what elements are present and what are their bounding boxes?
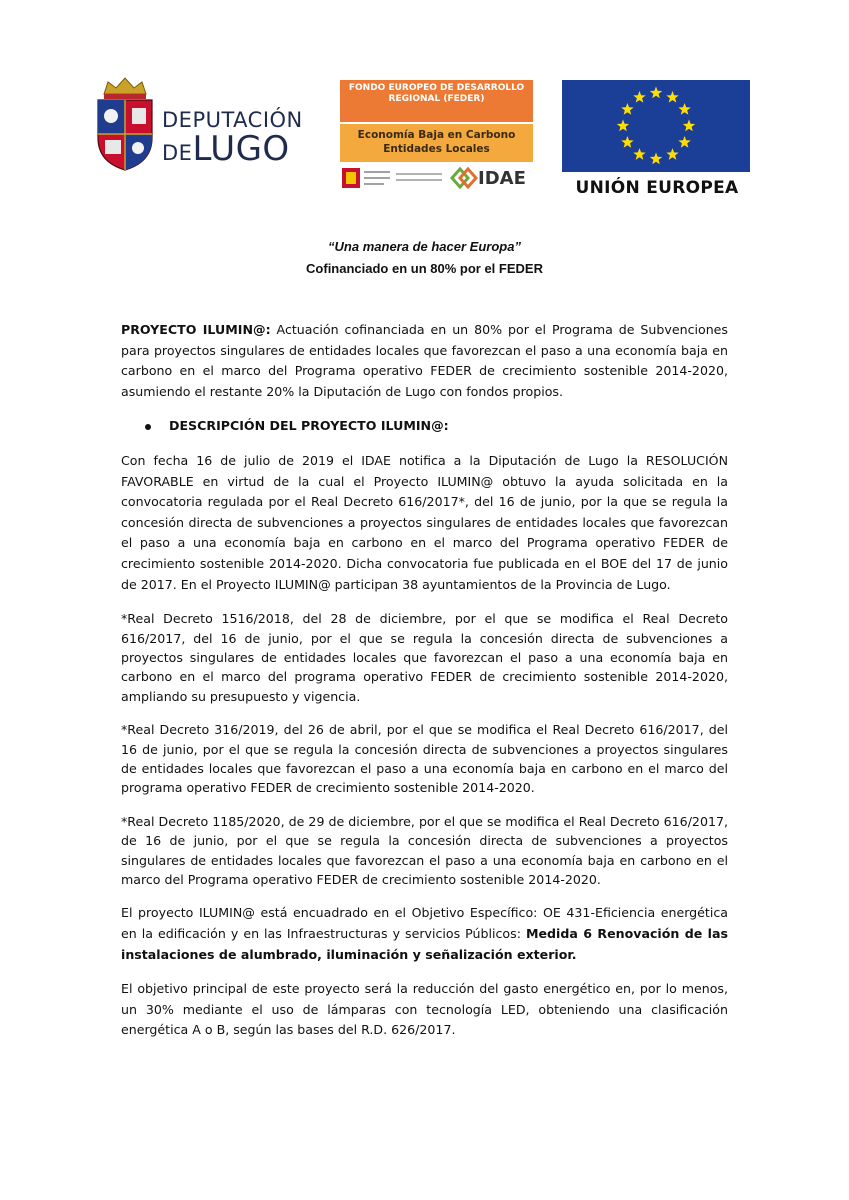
eu-star-icon <box>666 148 678 160</box>
eu-label: UNIÓN EUROPEA <box>575 178 739 198</box>
paragraph-objective-specific <box>121 903 728 965</box>
note-rd-1516: *Real Decreto 1516/2018, del 28 de diciembre, por el que se modifica el Real Decreto 616/2017, del 16 de junio, por el que se regula la concesión directa de subvenciones a proyectos singulares de entidades locales que favorezcan el paso a una economía baja en carbono en el marco del programa operativo FEDER de crecimiento sostenible 2014-2020, ampliando su presupuesto y vigencia. <box>121 611 728 704</box>
eu-star-icon <box>633 148 645 160</box>
eu-star-icon <box>621 136 633 148</box>
idae-wordmark: IDAE <box>478 168 526 189</box>
eu-star-icon <box>650 153 662 165</box>
feder-logo <box>340 80 533 194</box>
feder-sponsors-strip <box>340 164 533 194</box>
section-title: DESCRIPCIÓN DEL PROYECTO ILUMIN@: <box>169 418 449 434</box>
feder-fund-title: FONDO EUROPEO DE DESARROLLO REGIONAL (FEDER) <box>340 80 533 122</box>
eu-star-icon <box>666 91 678 103</box>
eu-star-icon <box>678 103 690 115</box>
coat-of-arms-icon <box>90 72 160 172</box>
eu-star-icon <box>650 87 662 99</box>
eu-flag <box>562 80 750 172</box>
motto-line1: “Una manera de hacer Europa” <box>328 239 521 254</box>
section-heading <box>121 416 728 437</box>
eu-star-icon <box>683 120 695 132</box>
objective-text: El proyecto ILUMIN@ está encuadrado en el Objetivo Específico: OE 431-Eficiencia energética en la edificación y en las Infraestructuras y servicios Públicos: <box>121 905 728 941</box>
paragraph-resolution: Con fecha 16 de julio de 2019 el IDAE notifica a la Diputación de Lugo la RESOLUCIÓN FAVORABLE en virtud de la cual el Proyecto ILUMIN@ obtuvo la ayuda solicitada en la convocatoria regulada por el Real Decreto 616/2017*, del 16 de junio, por la que se regula la concesión directa de subvenciones a proyectos singulares de entidades locales que favorezcan el paso a una economía baja en carbono en el marco del Programa operativo FEDER de crecimiento sostenible 2014-2020. Dicha convocatoria fue publicada en el BOE del 17 de junio de 2017. En el Proyecto ILUMIN@ participan 38 ayuntamientos de la Provincia de Lugo. <box>121 452 728 592</box>
motto-block <box>0 236 849 280</box>
eu-logo <box>562 80 752 200</box>
eu-star-icon <box>621 103 633 115</box>
deputacion-line1: DEPUTACIÓN <box>162 108 303 132</box>
note-rd-1185: *Real Decreto 1185/2020, de 29 de diciembre, por el que se modifica el Real Decreto 616/2017, de 16 de junio, por el que se regula la concesión directa de subvenciones a proyectos singulares de entidades locales que favorezcan el paso a una economía baja en carbono en el marco del Programa operativo FEDER de crecimiento sostenible 2014-2020. <box>121 813 728 887</box>
paragraph-main-goal: El objetivo principal de este proyecto será la reducción del gasto energético en, por lo menos, un 30% mediante el uso de lámparas con tecnología LED, obteniendo una clasificación energética A o B, según las bases del R.D. 626/2017. <box>121 981 728 1038</box>
intro-paragraph <box>121 320 728 402</box>
document-body <box>121 320 728 1055</box>
eu-stars-icon <box>562 80 750 172</box>
feder-program-title: Economía Baja en Carbono Entidades Locales <box>340 124 533 162</box>
header-logos <box>0 0 849 210</box>
deputacion-de: DE <box>162 141 193 165</box>
eu-star-icon <box>617 120 629 132</box>
note-rd-316: *Real Decreto 316/2019, del 26 de abril, por el que se modifica el Real Decreto 616/2017, del 16 de junio, por el que se regula la concesión directa de subvenciones a proyectos singulares de entidades locales que favorezcan el paso a una economía baja en carbono en el marco del programa operativo FEDER de crecimiento sostenible 2014-2020. <box>121 722 728 796</box>
objective-bold: Medida 6 Renovación de las instalaciones de alumbrado, iluminación y señalización exterior <box>121 926 728 962</box>
deputacion-line2 <box>162 129 303 170</box>
motto-line2: Cofinanciado en un 80% por el FEDER <box>306 261 543 276</box>
bullet-icon <box>145 424 151 430</box>
intro-bold: PROYECTO ILUMIN@: <box>121 322 271 337</box>
intro-text: Actuación cofinanciada en un 80% por el Programa de Subvenciones para proyectos singulares de entidades locales que favorezcan el paso a una economía baja en carbono en el marco del Programa operativo FEDER de crecimiento sostenible 2014-2020, asumiendo el restante 20% la Diputación de Lugo con fondos propios. <box>121 322 728 399</box>
deputacion-lugo-wordmark <box>162 108 303 170</box>
deputacion-lugo: LUGO <box>192 129 290 169</box>
eu-star-icon <box>633 91 645 103</box>
objective-end: . <box>571 946 577 962</box>
eu-star-icon <box>678 136 690 148</box>
